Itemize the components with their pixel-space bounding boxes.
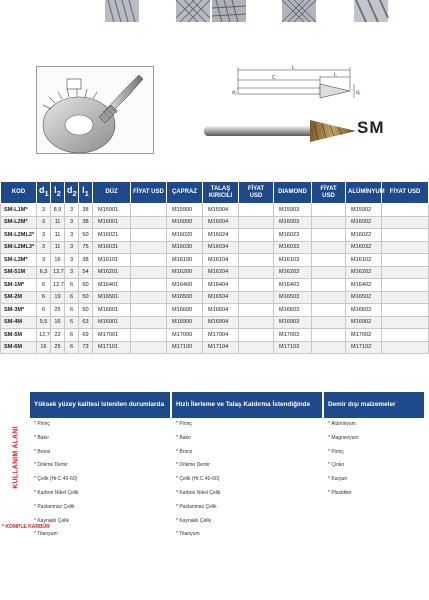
- cell-l2: 8,9: [51, 204, 65, 217]
- price-cell: [131, 304, 167, 317]
- cell-d1: 3: [37, 204, 51, 217]
- price-cell: [312, 254, 346, 267]
- dimension-schematic: [230, 64, 360, 104]
- table-row: [1, 229, 429, 242]
- cell-l2: 12,7: [51, 266, 65, 279]
- cell-talas: M16904: [203, 316, 239, 329]
- cell-d1: 3: [37, 216, 51, 229]
- price-cell: [131, 204, 167, 217]
- usage-list-item: * Çinko: [328, 463, 424, 477]
- cell-d1: 6: [37, 291, 51, 304]
- cell-d1: 3: [37, 254, 51, 267]
- cell-l1: 54: [79, 266, 93, 279]
- usage-list: [324, 418, 424, 505]
- price-cell: [239, 291, 274, 304]
- cell-l2: 16: [51, 316, 65, 329]
- cell-talas: M17104: [203, 341, 239, 354]
- usage-list-item: * Bronz: [34, 450, 170, 464]
- cell-diamond: M16003: [274, 216, 312, 229]
- cell-kod: SM-5M: [1, 329, 37, 342]
- table-row: [1, 316, 429, 329]
- cell-duz: M16201: [93, 266, 131, 279]
- usage-list-item: * Alüminyum: [328, 422, 424, 436]
- price-cell: [131, 254, 167, 267]
- usage-list-item: * Pirinç: [176, 422, 322, 436]
- usage-section: [30, 392, 424, 538]
- cell-talas: M16024: [203, 229, 239, 242]
- cell-d2: 6: [65, 291, 79, 304]
- price-cell: [131, 216, 167, 229]
- cell-d2: 6: [65, 279, 79, 292]
- usage-illustration-graphic: [37, 67, 155, 155]
- cell-l1: 50: [79, 304, 93, 317]
- cell-kod: SM-6M: [1, 341, 37, 354]
- cell-d1: 6: [37, 279, 51, 292]
- cell-l1: 50: [79, 279, 93, 292]
- usage-col-title: Yüksek yüzey kalitesi istenilen durumlarda: [30, 392, 170, 418]
- cell-d2: 3: [65, 216, 79, 229]
- table-row: [1, 304, 429, 317]
- cell-capraz: M16900: [167, 316, 203, 329]
- cell-duz: M17101: [93, 341, 131, 354]
- cell-diamond: M17003: [274, 329, 312, 342]
- cell-alu: M17002: [346, 329, 382, 342]
- cell-d2: 3: [65, 254, 79, 267]
- cell-l1: 73: [79, 341, 93, 354]
- cell-kod: SM-L1M*: [1, 204, 37, 217]
- usage-col-fast-feed: [172, 392, 322, 538]
- cell-diamond: M17103: [274, 341, 312, 354]
- usage-list: [30, 418, 170, 546]
- usage-list-item: * Titanyum: [176, 532, 322, 546]
- cell-diamond: M16903: [274, 316, 312, 329]
- cell-duz: M16601: [93, 304, 131, 317]
- cell-alu: M16202: [346, 266, 382, 279]
- cell-duz: M16101: [93, 254, 131, 267]
- cell-l2: 22: [51, 329, 65, 342]
- cell-capraz: M16500: [167, 291, 203, 304]
- cell-l2: 25: [51, 304, 65, 317]
- cell-d1: 16: [37, 341, 51, 354]
- cell-alu: M16902: [346, 316, 382, 329]
- price-cell: [131, 341, 167, 354]
- texture-diamond: [282, 0, 316, 22]
- cell-alu: M16002: [346, 216, 382, 229]
- usage-list-item: * Plastikler: [328, 491, 424, 505]
- table-row: [1, 341, 429, 354]
- cell-duz: M16001: [93, 216, 131, 229]
- usage-list-item: * Pirinç: [34, 422, 170, 436]
- table-row: [1, 329, 429, 342]
- price-cell: [382, 229, 429, 242]
- cell-diamond: M16503: [274, 291, 312, 304]
- spec-table: [0, 181, 429, 354]
- usage-list-item: * Dökme Demir: [34, 463, 170, 477]
- cell-capraz: M16020: [167, 229, 203, 242]
- price-cell: [312, 291, 346, 304]
- cell-talas: M16004: [203, 216, 239, 229]
- cell-talas: M16104: [203, 254, 239, 267]
- cell-l2: 11: [51, 216, 65, 229]
- price-cell: [312, 229, 346, 242]
- price-cell: [239, 341, 274, 354]
- price-cell: [131, 266, 167, 279]
- usage-illustration: [36, 66, 154, 154]
- cell-kod: SM-2M: [1, 291, 37, 304]
- col-d1: $d_1$: [37, 182, 51, 204]
- cell-d2: 3: [65, 229, 79, 242]
- usage-list-item: * Paslanmaz Çelik: [176, 505, 322, 519]
- cell-alu: M16102: [346, 254, 382, 267]
- cell-capraz: M17100: [167, 341, 203, 354]
- cell-duz: M16401: [93, 279, 131, 292]
- usage-list-item: * Karbon Nikel Çelik: [34, 491, 170, 505]
- price-cell: [239, 329, 274, 342]
- cell-talas: M16604: [203, 304, 239, 317]
- price-cell: [312, 216, 346, 229]
- usage-list-item: * Karbon Nikel Çelik: [176, 491, 322, 505]
- cell-d2: 6: [65, 304, 79, 317]
- cell-diamond: M16203: [274, 266, 312, 279]
- cell-duz: M16031: [93, 241, 131, 254]
- cell-capraz: M16000: [167, 216, 203, 229]
- table-row: [1, 254, 429, 267]
- cell-alu: M16402: [346, 279, 382, 292]
- price-cell: [382, 241, 429, 254]
- cell-alu: M16502: [346, 291, 382, 304]
- price-cell: [312, 204, 346, 217]
- dim-label-l: L: [292, 65, 295, 71]
- col-aluminyum: ALÜMİNYUM: [346, 182, 382, 204]
- cell-l1: 63: [79, 316, 93, 329]
- cell-alu: M16602: [346, 304, 382, 317]
- texture-duz: [105, 0, 139, 22]
- cell-kod: SM-L2ML3*: [1, 241, 37, 254]
- price-cell: [131, 229, 167, 242]
- cell-kod: SM-3M*: [1, 304, 37, 317]
- price-cell: [131, 279, 167, 292]
- table-row: [1, 204, 429, 217]
- cell-diamond: M16023: [274, 229, 312, 242]
- cell-talas: M16204: [203, 266, 239, 279]
- cell-capraz: M16100: [167, 254, 203, 267]
- cell-l2: 16: [51, 254, 65, 267]
- cell-diamond: M16603: [274, 304, 312, 317]
- cell-talas: M17004: [203, 329, 239, 342]
- cell-d1: 12,7: [37, 329, 51, 342]
- cell-l2: 25: [51, 341, 65, 354]
- price-cell: [312, 279, 346, 292]
- cell-d2: 6: [65, 329, 79, 342]
- price-cell: [131, 291, 167, 304]
- cell-l2: 11: [51, 241, 65, 254]
- price-cell: [239, 316, 274, 329]
- cell-diamond: M15903: [274, 204, 312, 217]
- price-cell: [382, 316, 429, 329]
- cell-kod: SM-4M: [1, 316, 37, 329]
- table-row: [1, 266, 429, 279]
- cell-diamond: M16033: [274, 241, 312, 254]
- model-code: SM: [357, 118, 385, 137]
- col-fiyat-aluminyum: FİYAT USD: [382, 182, 429, 204]
- price-cell: [382, 341, 429, 354]
- spec-table-header: [1, 182, 429, 204]
- cell-talas: M16504: [203, 291, 239, 304]
- cell-duz: M15901: [93, 204, 131, 217]
- price-cell: [382, 291, 429, 304]
- cell-d2: 6: [65, 316, 79, 329]
- price-cell: [131, 329, 167, 342]
- cell-capraz: M16400: [167, 279, 203, 292]
- usage-list-item: * Kurşun: [328, 477, 424, 491]
- usage-list-item: * Kaynaklı Çelik: [34, 519, 170, 533]
- price-cell: [382, 254, 429, 267]
- price-cell: [239, 241, 274, 254]
- col-fiyat-diamond: FİYAT USD: [312, 182, 346, 204]
- price-cell: [312, 329, 346, 342]
- tool-photo: [200, 112, 360, 148]
- usage-list-item: * Bronz: [176, 450, 322, 464]
- col-fiyat-duz: FİYAT USD: [131, 182, 167, 204]
- price-cell: [382, 304, 429, 317]
- price-cell: [312, 266, 346, 279]
- cell-d1: 9,5: [37, 316, 51, 329]
- cell-kod: SM-L2ML2*: [1, 229, 37, 242]
- price-cell: [382, 279, 429, 292]
- cell-d2: 3: [65, 241, 79, 254]
- usage-list-item: * Çelik (Hr.C 40-60): [34, 477, 170, 491]
- cell-l1: 50: [79, 291, 93, 304]
- cell-d2: 3: [65, 266, 79, 279]
- texture-aluminyum: [354, 0, 388, 22]
- price-cell: [239, 204, 274, 217]
- col-fiyat-capraz: FİYAT USD: [239, 182, 274, 204]
- cell-duz: M17001: [93, 329, 131, 342]
- price-cell: [382, 204, 429, 217]
- price-cell: [239, 266, 274, 279]
- dim-label-d1: d₁: [356, 90, 361, 96]
- col-talas: TALAŞ KIRICILI: [203, 182, 239, 204]
- col-duz: DÜZ: [93, 182, 131, 204]
- usage-list: [172, 418, 322, 546]
- price-cell: [239, 216, 274, 229]
- cell-talas: M16404: [203, 279, 239, 292]
- price-cell: [131, 316, 167, 329]
- usage-list-item: * Kaynaklı Çelik: [176, 519, 322, 533]
- cell-capraz: M17000: [167, 329, 203, 342]
- cell-duz: M16501: [93, 291, 131, 304]
- col-d2: $d_2$: [65, 182, 79, 204]
- cell-talas: M16034: [203, 241, 239, 254]
- price-cell: [382, 329, 429, 342]
- col-diamond: DIAMOND: [274, 182, 312, 204]
- price-cell: [312, 304, 346, 317]
- cell-alu: M17102: [346, 341, 382, 354]
- price-cell: [239, 279, 274, 292]
- cell-alu: M15902: [346, 204, 382, 217]
- col-capraz: ÇAPRAZ: [167, 182, 203, 204]
- price-cell: [312, 316, 346, 329]
- col-l1: $l_1$: [79, 182, 93, 204]
- usage-list-item: * Pirinç: [328, 450, 424, 464]
- cell-d2: 3: [65, 204, 79, 217]
- cell-capraz: M15900: [167, 204, 203, 217]
- cell-l1: 38: [79, 204, 93, 217]
- dim-label-c: C: [272, 75, 276, 81]
- usage-list-item: * Bakır: [176, 436, 322, 450]
- dim-label-d2: d₂: [232, 90, 237, 96]
- price-cell: [239, 229, 274, 242]
- price-cell: [312, 241, 346, 254]
- cell-duz: M16901: [93, 316, 131, 329]
- usage-col-nonferrous: [324, 392, 424, 522]
- cell-l1: 75: [79, 241, 93, 254]
- usage-list-item: * Titanyum: [34, 532, 170, 546]
- usage-list-item: * Paslanmaz Çelik: [34, 505, 170, 519]
- cell-d1: 3: [37, 241, 51, 254]
- usage-side-text: KULLANIM ALANI: [12, 425, 20, 489]
- cell-d1: 6: [37, 304, 51, 317]
- usage-col-title: Demir dışı malzemeler: [324, 392, 424, 418]
- cell-l1: 50: [79, 229, 93, 242]
- price-cell: [239, 254, 274, 267]
- cell-alu: M16022: [346, 229, 382, 242]
- table-row: [1, 291, 429, 304]
- cell-diamond: M16103: [274, 254, 312, 267]
- cell-l1: 38: [79, 254, 93, 267]
- cell-l1: 38: [79, 216, 93, 229]
- price-cell: [312, 341, 346, 354]
- cell-kod: SM-L2M*: [1, 216, 37, 229]
- usage-col-title: Hızlı İlerleme ve Talaş Kaldırma İstendiğinde: [172, 392, 322, 418]
- cell-l2: 11: [51, 229, 65, 242]
- price-cell: [239, 304, 274, 317]
- cell-duz: M16021: [93, 229, 131, 242]
- texture-capraz: [176, 0, 210, 22]
- col-l2: $l_2$: [51, 182, 65, 204]
- tool-photo-graphic: [200, 112, 360, 148]
- texture-talas: [212, 0, 246, 22]
- cell-kod: SM-L3M*: [1, 254, 37, 267]
- cell-d1: 6,3: [37, 266, 51, 279]
- cell-capraz: M16200: [167, 266, 203, 279]
- cell-l1: 69: [79, 329, 93, 342]
- cell-kod: SM-51M: [1, 266, 37, 279]
- cell-capraz: M16600: [167, 304, 203, 317]
- cell-l2: 12,7: [51, 279, 65, 292]
- price-cell: [382, 266, 429, 279]
- dim-label-l1: l₁: [334, 72, 337, 78]
- usage-list-item: * Çelik (Hr.C 40-60): [176, 477, 322, 491]
- table-row: [1, 216, 429, 229]
- price-cell: [131, 241, 167, 254]
- usage-col-high-surface: [30, 392, 170, 538]
- cell-kod: SM-1M*: [1, 279, 37, 292]
- usage-list-item: * Bakır: [34, 436, 170, 450]
- cell-l2: 19: [51, 291, 65, 304]
- cell-alu: M16032: [346, 241, 382, 254]
- col-kod: KOD: [1, 182, 37, 204]
- dimension-schematic-graphic: [230, 64, 360, 104]
- usage-list-item: * Dökme Demir: [176, 463, 322, 477]
- table-row: [1, 279, 429, 292]
- usage-side-label: [5, 392, 27, 522]
- price-cell: [382, 216, 429, 229]
- cell-d2: 6: [65, 341, 79, 354]
- cell-talas: M15904: [203, 204, 239, 217]
- cell-d1: 3: [37, 229, 51, 242]
- usage-list-item: * Magnezyum: [328, 436, 424, 450]
- cell-diamond: M16403: [274, 279, 312, 292]
- table-row: [1, 241, 429, 254]
- cell-capraz: M16030: [167, 241, 203, 254]
- footnote: * KOMPLE KARBÜR: [2, 524, 50, 530]
